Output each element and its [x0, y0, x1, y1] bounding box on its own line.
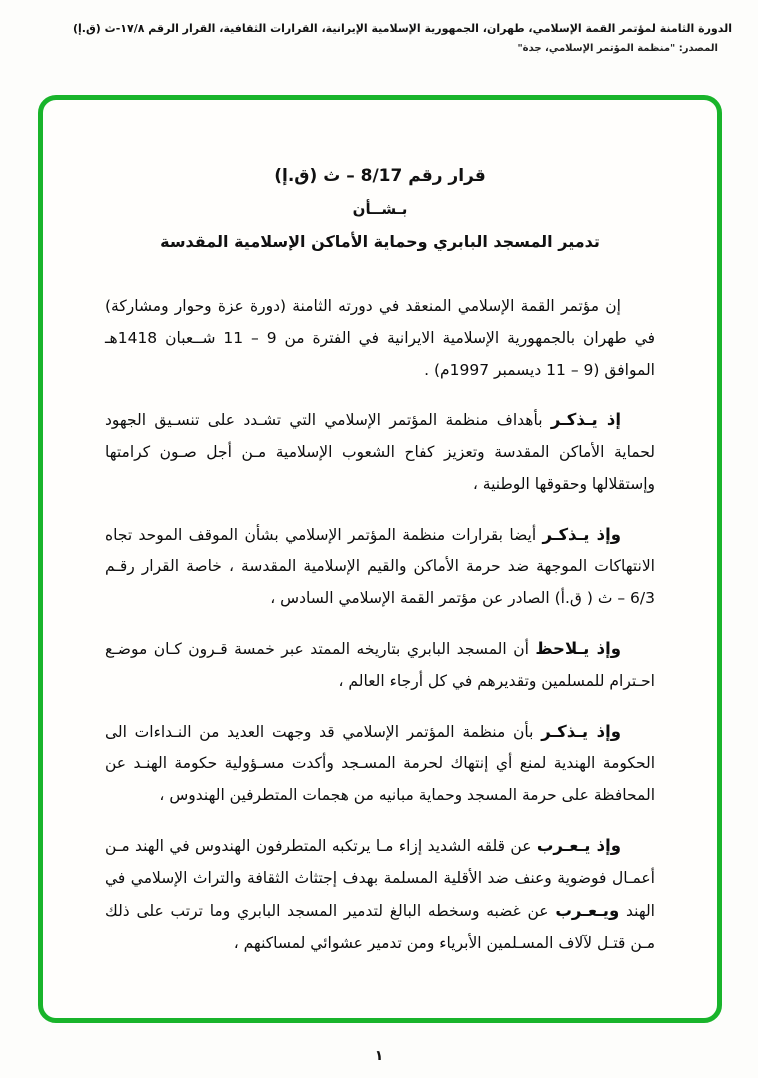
paragraph-text: عن غضبه وسخطه البالغ لتدمير المسجد البابري وما ترتب على ذلك مـن قتـل لآلاف المسـلمين الأبرياء ومن تدمير عشوائي لمساكنهم ،: [105, 902, 655, 953]
subject-title: تدمير المسجد البابري وحماية الأماكن الإسلامية المقدسة: [160, 232, 600, 251]
paragraph-recalling-resolutions: [105, 518, 655, 615]
paragraph-noting-mosque-history: [105, 632, 655, 698]
paragraph-text: بأن منظمة المؤتمر الإسلامي قد وجهت العديد من النـداءات الى الحكومة الهندية لمنع أي إنتهاك لحرمة المسـجد وأكدت مسـؤولية حكومة الهنـد عن المحافظة على حرمة المسجد وحماية مبانيه من هجمات المتطرفين الهندوس ،: [105, 722, 655, 805]
paragraph-text: أيضا بقرارات منظمة المؤتمر الإسلامي بشأن الموقف الموحد تجاه الانتهاكات الموجهة ضد حرمة الأماكن والقيم الإسلامية المقدسة ، خاصة القرار رقـم 6/3 – ث ( ق.أ) الصادر عن مؤتمر القمة الإسلامي السادس ،: [105, 525, 655, 608]
paragraph-lead: وإذ يـعـرب: [536, 835, 621, 855]
header-citation: الدورة الثامنة لمؤتمر القمة الإسلامي، طهران، الجمهورية الإسلامية الإيرانية، القرارات الثقافية، القرار الرقم ١٧/٨-ث (ق.إ): [72, 22, 732, 35]
document-body: [43, 100, 717, 1018]
paragraph-text: أن المسجد البابري بتاريخه الممتد عبر خمسة قـرون كـان موضـع احـترام للمسلمين وتقديرهم في كل أرجاء العالم ،: [105, 639, 655, 690]
document-header: [20, 20, 732, 54]
paragraph-text: بأهداف منظمة المؤتمر الإسلامي التي تشـدد على تنسـيق الجهود لحماية الأماكن المقدسة وتعزيز كفاح الشعوب الإسلامية مـن أجل صـون كرامتها وإستقلالها وحقوقها الوطنية ،: [105, 411, 655, 493]
header-source: المصدر: "منظمة المؤتمر الإسلامي، جدة": [517, 42, 718, 54]
resolution-number-title: قرار رقم 8/17 – ث (ق.إ): [274, 166, 486, 186]
paragraph-text: عن قلقه الشديد إزاء مـا يرتكبه المتطرفون الهندوس في الهند مـن أعمـال فوضوية وعنف ضد الأقلية المسلمة بهدف إجتثاث الثقافة والتراث الإسلامي في الهند: [105, 836, 655, 921]
paragraph-recalling-aims: [105, 403, 655, 500]
paragraph-text: إن مؤتمر القمة الإسلامي المنعقد في دورته الثامنة (دورة عزة وحوار ومشاركة) في طهران بالجمهورية الإسلامية الايرانية في الفترة من 9 – 11 شــعبان 1418هـ الموافق (9 – 11 ديسمبر 1997م) .: [105, 297, 655, 379]
paragraph-lead: إذ يـذكـر: [550, 410, 622, 430]
page-number: ١: [374, 1048, 384, 1064]
document-frame: [38, 95, 722, 1023]
paragraph-lead: وإذ يـذكـر: [542, 524, 621, 544]
paragraph-preamble: [105, 291, 655, 386]
paragraph-lead: وإذ يـذكـر: [541, 721, 622, 741]
regarding-title: بـشــأن: [352, 200, 408, 218]
paragraph-recalling-appeals: [105, 715, 655, 812]
paragraph-expressing-concern: [105, 829, 655, 960]
paragraph-lead-mid: ويـعـرب: [555, 901, 620, 921]
paragraph-lead: وإذ يـلاحظ: [535, 638, 621, 658]
